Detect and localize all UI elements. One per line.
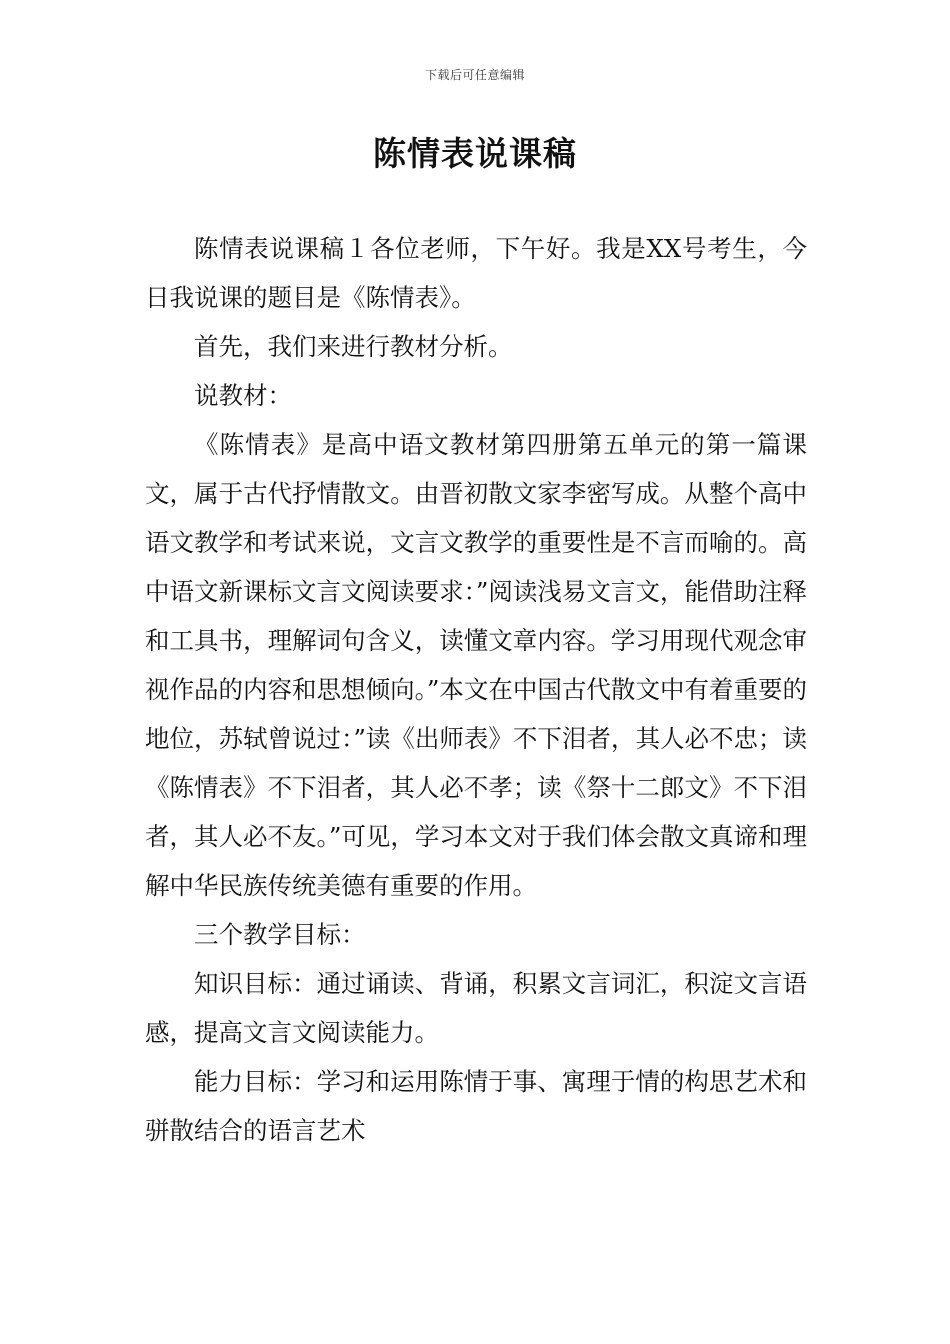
paragraph-goals-heading: 三个教学目标： [194,920,366,949]
paragraph-knowledge-goal: 知识目标：通过诵读、背诵，积累文言词汇，积淀文言语感，提高文言文阅读能力。 [145,969,807,1047]
document-body [145,224,807,1155]
paragraph-material-heading: 说教材： [194,381,292,410]
document-title: 陈情表说课稿 [373,134,577,173]
paragraph-ability-goal: 能力目标：学习和运用陈情于事、寓理于情的构思艺术和骈散结合的语言艺术 [145,1067,807,1145]
paragraph-intro: 陈情表说课稿１各位老师，下午好。我是XX号考生，今日我说课的题目是《陈情表》。 [145,234,807,312]
header-note: 下载后可任意编辑 [424,68,525,82]
paragraph-analysis: 首先，我们来进行教材分析。 [194,332,513,361]
paragraph-material: 《陈情表》是高中语文教材第四册第五单元的第一篇课文，属于古代抒情散文。由晋初散文家李密写成。从整个高中语文教学和考试来说，文言文教学的重要性是不言而喻的。高中语文新课标文言文阅读要求：”阅读浅易文言文，能借助注释和工具书，理解词句含义，读懂文章内容。学习用现代观念审视作品的内容和思想倾向。”本文在中国古代散文中有着重要的地位，苏轼曾说过：”读《出师表》不下泪者，其人必不忠；读《陈情表》不下泪者，其人必不孝；读《祭十二郎文》不下泪者，其人必不友。”可见，学习本文对于我们体会散文真谛和理解中华民族传统美德有重要的作用。 [145,430,807,900]
